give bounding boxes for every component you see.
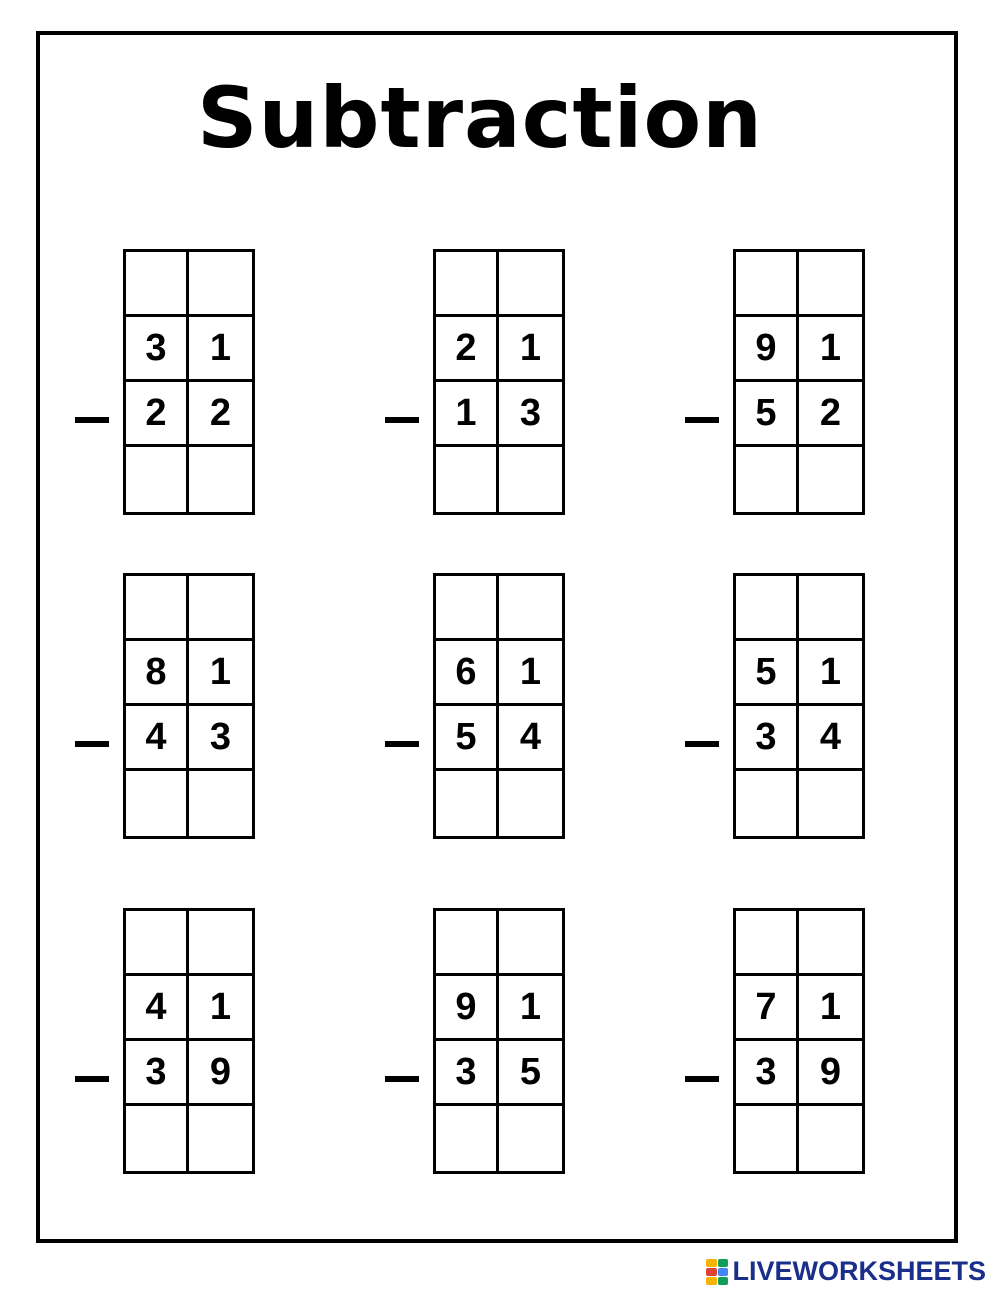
carry-cell[interactable]: [736, 576, 799, 641]
minus-sign: [685, 741, 719, 747]
minus-sign: [685, 417, 719, 423]
subtrahend-cell: 1: [436, 382, 499, 447]
minuend-cell: 6: [436, 641, 499, 706]
minuend-cell: 2: [436, 317, 499, 382]
digit-grid: [123, 908, 255, 1174]
carry-cell[interactable]: [499, 911, 562, 976]
answer-cell[interactable]: [736, 447, 799, 512]
carry-cell[interactable]: [799, 576, 862, 641]
subtrahend-cell: 5: [736, 382, 799, 447]
carry-cell[interactable]: [499, 252, 562, 317]
subtrahend-cell: 5: [499, 1041, 562, 1106]
minuend-cell: 1: [799, 317, 862, 382]
worksheet-title: Subtraction: [197, 69, 763, 167]
subtrahend-cell: 3: [189, 706, 252, 771]
minus-sign: [685, 1076, 719, 1082]
minuend-cell: 1: [189, 317, 252, 382]
answer-cell[interactable]: [189, 1106, 252, 1171]
digit-grid: [123, 573, 255, 839]
subtraction-problem: [385, 908, 575, 1174]
subtrahend-cell: 4: [499, 706, 562, 771]
liveworksheets-logo: [706, 1256, 986, 1287]
carry-cell[interactable]: [189, 576, 252, 641]
subtrahend-cell: 2: [126, 382, 189, 447]
subtrahend-cell: 3: [499, 382, 562, 447]
carry-cell[interactable]: [126, 576, 189, 641]
subtraction-problem: [75, 908, 265, 1174]
carry-cell[interactable]: [436, 911, 499, 976]
subtrahend-cell: 3: [126, 1041, 189, 1106]
subtraction-problem: [75, 249, 265, 515]
answer-cell[interactable]: [736, 771, 799, 836]
carry-cell[interactable]: [499, 576, 562, 641]
subtraction-problem: [685, 249, 875, 515]
subtraction-problem: [385, 249, 575, 515]
subtrahend-cell: 3: [436, 1041, 499, 1106]
digit-grid: [733, 249, 865, 515]
minuend-cell: 8: [126, 641, 189, 706]
subtrahend-cell: 4: [126, 706, 189, 771]
minuend-cell: 1: [189, 641, 252, 706]
digit-grid: [433, 249, 565, 515]
minuend-cell: 9: [436, 976, 499, 1041]
minuend-cell: 1: [499, 976, 562, 1041]
carry-cell[interactable]: [126, 252, 189, 317]
minuend-cell: 1: [499, 641, 562, 706]
answer-cell[interactable]: [499, 1106, 562, 1171]
subtraction-problem: [385, 573, 575, 839]
minus-sign: [385, 1076, 419, 1082]
digit-grid: [733, 908, 865, 1174]
brand-name: LIVEWORKSHEETS: [732, 1256, 986, 1286]
minuend-cell: 3: [126, 317, 189, 382]
carry-cell[interactable]: [799, 911, 862, 976]
minuend-cell: 1: [799, 976, 862, 1041]
answer-cell[interactable]: [189, 447, 252, 512]
subtrahend-cell: 4: [799, 706, 862, 771]
carry-cell[interactable]: [189, 911, 252, 976]
minus-sign: [75, 417, 109, 423]
answer-cell[interactable]: [799, 447, 862, 512]
subtraction-problem: [75, 573, 265, 839]
carry-cell[interactable]: [799, 252, 862, 317]
subtrahend-cell: 2: [189, 382, 252, 447]
subtrahend-cell: 5: [436, 706, 499, 771]
minuend-cell: 4: [126, 976, 189, 1041]
digit-grid: [123, 249, 255, 515]
answer-cell[interactable]: [499, 771, 562, 836]
digit-grid: [433, 573, 565, 839]
digit-grid: [733, 573, 865, 839]
minuend-cell: 1: [499, 317, 562, 382]
minuend-cell: 7: [736, 976, 799, 1041]
minus-sign: [385, 417, 419, 423]
minuend-cell: 1: [189, 976, 252, 1041]
subtrahend-cell: 9: [799, 1041, 862, 1106]
answer-cell[interactable]: [436, 1106, 499, 1171]
subtrahend-cell: 2: [799, 382, 862, 447]
minuend-cell: 9: [736, 317, 799, 382]
minus-sign: [385, 741, 419, 747]
answer-cell[interactable]: [126, 1106, 189, 1171]
answer-cell[interactable]: [126, 771, 189, 836]
liveworksheets-icon: [706, 1259, 728, 1285]
minus-sign: [75, 741, 109, 747]
subtrahend-cell: 3: [736, 706, 799, 771]
subtrahend-cell: 9: [189, 1041, 252, 1106]
answer-cell[interactable]: [436, 771, 499, 836]
carry-cell[interactable]: [189, 252, 252, 317]
answer-cell[interactable]: [436, 447, 499, 512]
subtrahend-cell: 3: [736, 1041, 799, 1106]
answer-cell[interactable]: [799, 771, 862, 836]
answer-cell[interactable]: [126, 447, 189, 512]
digit-grid: [433, 908, 565, 1174]
minuend-cell: 1: [799, 641, 862, 706]
carry-cell[interactable]: [736, 252, 799, 317]
carry-cell[interactable]: [736, 911, 799, 976]
answer-cell[interactable]: [189, 771, 252, 836]
subtraction-problem: [685, 573, 875, 839]
carry-cell[interactable]: [126, 911, 189, 976]
answer-cell[interactable]: [736, 1106, 799, 1171]
answer-cell[interactable]: [799, 1106, 862, 1171]
subtraction-problem: [685, 908, 875, 1174]
carry-cell[interactable]: [436, 576, 499, 641]
minus-sign: [75, 1076, 109, 1082]
carry-cell[interactable]: [436, 252, 499, 317]
minuend-cell: 5: [736, 641, 799, 706]
answer-cell[interactable]: [499, 447, 562, 512]
